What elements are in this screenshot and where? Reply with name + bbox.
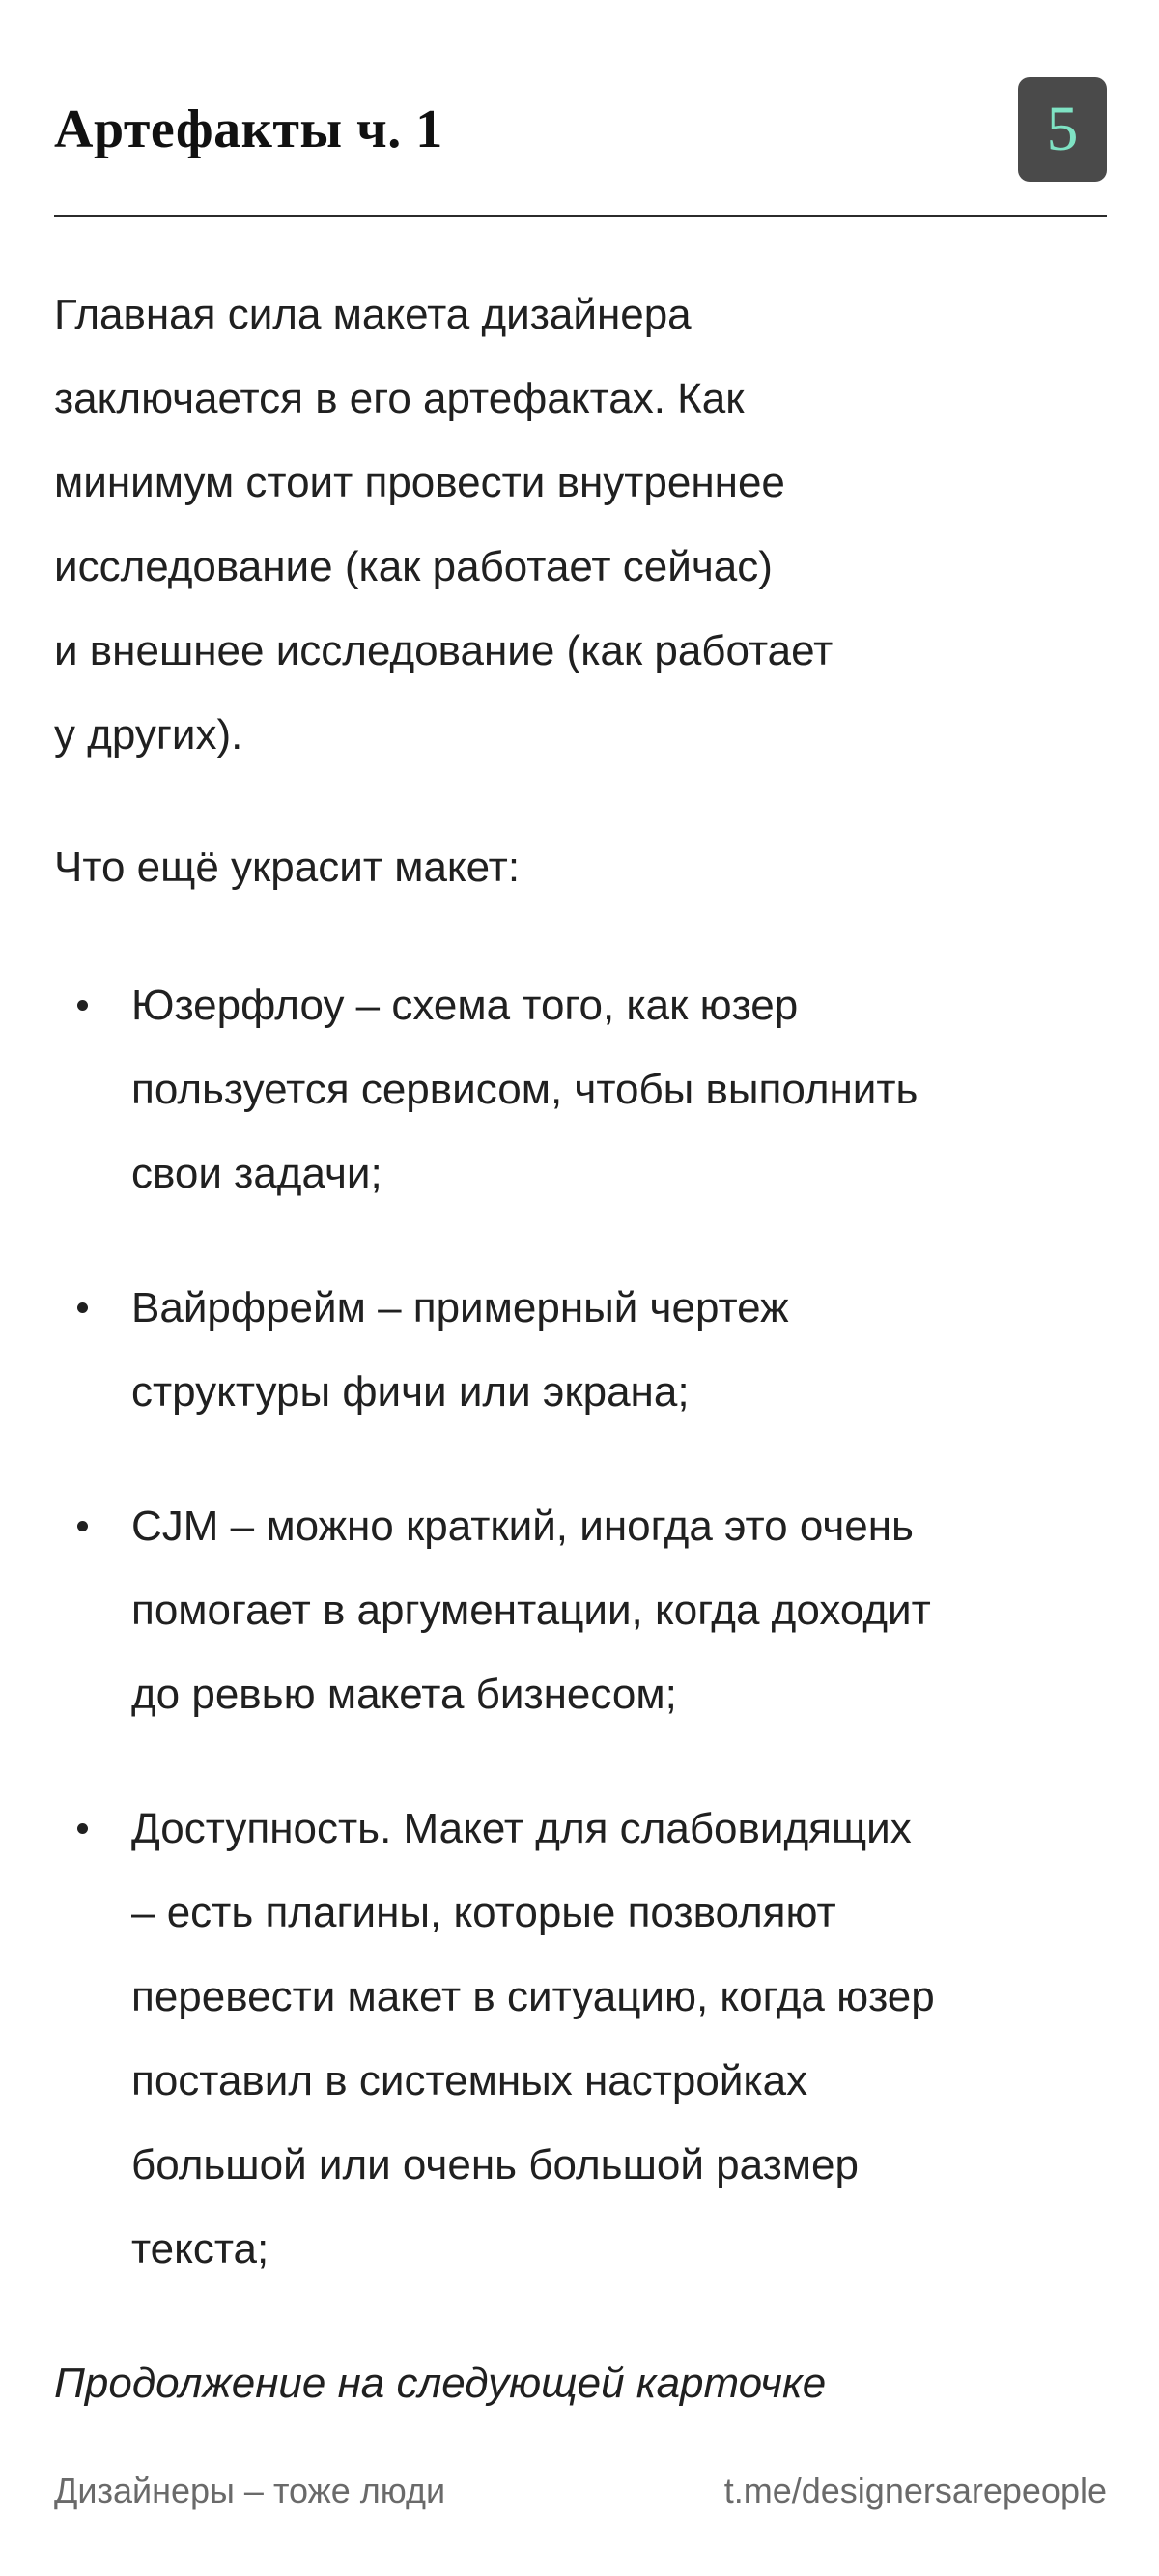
intro-line: и внешнее исследование (как работает: [54, 627, 834, 674]
card-body: [54, 272, 1107, 2425]
section-lead: Что ещё украсит макет:: [54, 844, 521, 891]
intro-line: заключается в его артефактах. Как: [54, 375, 745, 422]
list-item-line: Юзерфлоу – схема того, как юзер: [131, 982, 799, 1029]
list-item-line: до ревью макета бизнесом;: [131, 1671, 677, 1718]
list-item-line: Вайрфрейм – примерный чертеж: [131, 1284, 789, 1331]
list-item-line: структуры фичи или экрана;: [131, 1368, 690, 1416]
list-item-line: перевести макет в ситуацию, когда юзер: [131, 1973, 935, 2020]
list-item-line: свои задачи;: [131, 1150, 382, 1197]
intro-line: минимум стоит провести внутреннее: [54, 459, 785, 506]
continuation-note: Продолжение на следующей карточке: [54, 2360, 827, 2407]
intro-line: исследование (как работает сейчас): [54, 543, 773, 590]
list-item-line: Доступность. Макет для слабовидящих: [131, 1805, 912, 1852]
list-item: [54, 1266, 1107, 1434]
footer-channel-name: Дизайнеры – тоже люди: [54, 2471, 446, 2510]
bullet-icon: [77, 1302, 88, 1313]
page-title: Артефакты ч. 1: [54, 100, 443, 159]
bullet-icon: [77, 1000, 88, 1011]
page-number-badge: 5: [1018, 77, 1107, 182]
list-item: [54, 963, 1107, 1216]
intro-line: у других).: [54, 711, 243, 758]
list-item-line: большой или очень большой размер: [131, 2141, 859, 2189]
intro-line: Главная сила макета дизайнера: [54, 291, 692, 338]
bullet-icon: [77, 1521, 88, 1531]
list-item-line: поставил в системных настройках: [131, 2057, 808, 2104]
intro-paragraph: [54, 272, 1107, 777]
list-item-line: CJM – можно краткий, иногда это очень: [131, 1503, 914, 1550]
list-item: [54, 1787, 1107, 2291]
card-header: [54, 77, 1107, 184]
list-item-line: – есть плагины, которые позволяют: [131, 1889, 836, 1936]
divider: [54, 215, 1107, 217]
list-item-line: помогает в аргументации, когда доходит: [131, 1587, 931, 1634]
list-item-line: пользуется сервисом, чтобы выполнить: [131, 1066, 919, 1113]
footer-channel-link[interactable]: t.me/designersarepeople: [723, 2471, 1107, 2510]
list-item-line: текста;: [131, 2225, 269, 2273]
bullet-icon: [77, 1823, 88, 1834]
card-footer: [54, 2462, 1107, 2520]
list-item: [54, 1484, 1107, 1736]
artifact-list: [54, 963, 1107, 2291]
